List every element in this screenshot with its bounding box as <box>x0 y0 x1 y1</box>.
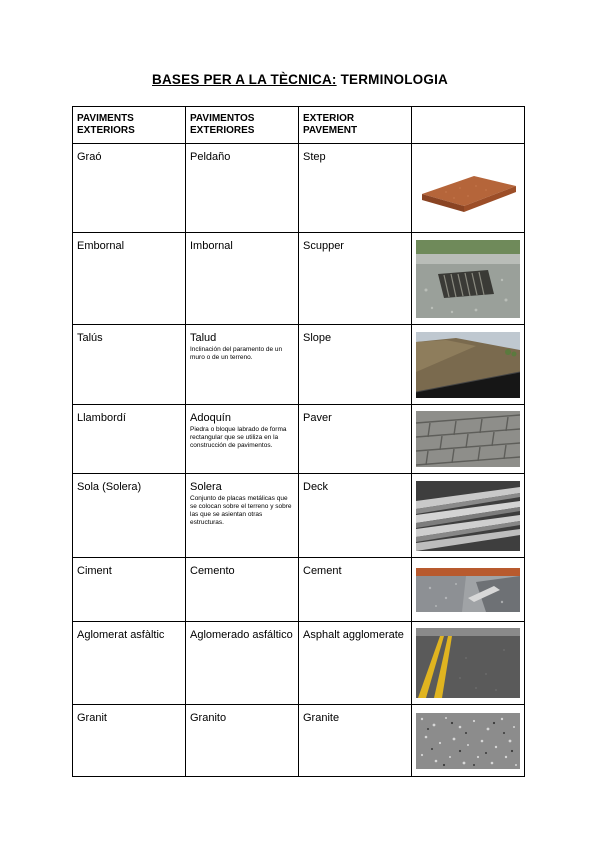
term-spanish: Imbornal <box>190 240 233 252</box>
step-image <box>416 158 520 218</box>
cell-image <box>412 558 525 622</box>
cell-english: Step <box>299 144 412 233</box>
cell-spanish <box>186 622 299 705</box>
granite-image <box>416 713 520 769</box>
cell-english: Scupper <box>299 233 412 325</box>
term-spanish: Adoquín <box>190 412 231 424</box>
cell-spanish <box>186 325 299 405</box>
cell-english: Slope <box>299 325 412 405</box>
cell-catalan: Graó <box>73 144 186 233</box>
table-row <box>73 325 525 405</box>
page-title <box>0 72 600 87</box>
cell-image <box>412 622 525 705</box>
term-spanish: Talud <box>190 332 217 344</box>
table-row <box>73 233 525 325</box>
cell-spanish <box>186 144 299 233</box>
cell-catalan: Granit <box>73 705 186 777</box>
cell-spanish <box>186 233 299 325</box>
terminology-table <box>72 106 525 777</box>
cell-image <box>412 474 525 558</box>
cell-spanish <box>186 405 299 474</box>
term-spanish: Peldaño <box>190 151 231 163</box>
paver-image <box>416 411 520 467</box>
cell-spanish <box>186 558 299 622</box>
term-description: Conjunto de placas metálicas que se colocan sobre el terreno y sobre las que se asientan otras estructuras. <box>190 495 292 526</box>
cell-image <box>412 144 525 233</box>
term-description: Piedra o bloque labrado de forma rectangular que se utiliza en la construcción de pavimentos. <box>190 426 287 449</box>
header-catalan: PAVIMENTS EXTERIORS <box>73 107 186 144</box>
table-row <box>73 144 525 233</box>
cell-catalan: Llambordí <box>73 405 186 474</box>
cement-image <box>416 568 520 612</box>
asphalt-image <box>416 628 520 698</box>
term-spanish: Cemento <box>190 565 235 577</box>
term-spanish: Aglomerado asfáltico <box>190 629 293 641</box>
cell-image <box>412 705 525 777</box>
scupper-image <box>416 240 520 318</box>
cell-english: Deck <box>299 474 412 558</box>
title-part2: TERMINOLOGIA <box>336 72 448 87</box>
cell-spanish <box>186 705 299 777</box>
cell-catalan: Ciment <box>73 558 186 622</box>
table-row <box>73 622 525 705</box>
cell-image <box>412 325 525 405</box>
cell-catalan: Embornal <box>73 233 186 325</box>
cell-english: Asphalt agglomerate <box>299 622 412 705</box>
table-row <box>73 474 525 558</box>
cell-english: Granite <box>299 705 412 777</box>
slope-image <box>416 332 520 398</box>
cell-english: Cement <box>299 558 412 622</box>
cell-image <box>412 233 525 325</box>
header-image <box>412 107 525 144</box>
title-part1: BASES PER A LA TÈCNICA: <box>152 72 337 87</box>
table-row <box>73 558 525 622</box>
header-spanish: PAVIMENTOS EXTERIORES <box>186 107 299 144</box>
term-spanish: Granito <box>190 712 227 724</box>
header-row <box>73 107 525 144</box>
term-description: Inclinación del paramento de un muro o de un terreno. <box>190 346 283 361</box>
table-row <box>73 705 525 777</box>
term-spanish: Solera <box>190 481 222 493</box>
cell-english: Paver <box>299 405 412 474</box>
cell-catalan: Talús <box>73 325 186 405</box>
table-row <box>73 405 525 474</box>
cell-catalan: Sola (Solera) <box>73 474 186 558</box>
cell-catalan: Aglomerat asfàltic <box>73 622 186 705</box>
deck-image <box>416 481 520 551</box>
cell-spanish <box>186 474 299 558</box>
header-english: EXTERIOR PAVEMENT <box>299 107 412 144</box>
cell-image <box>412 405 525 474</box>
